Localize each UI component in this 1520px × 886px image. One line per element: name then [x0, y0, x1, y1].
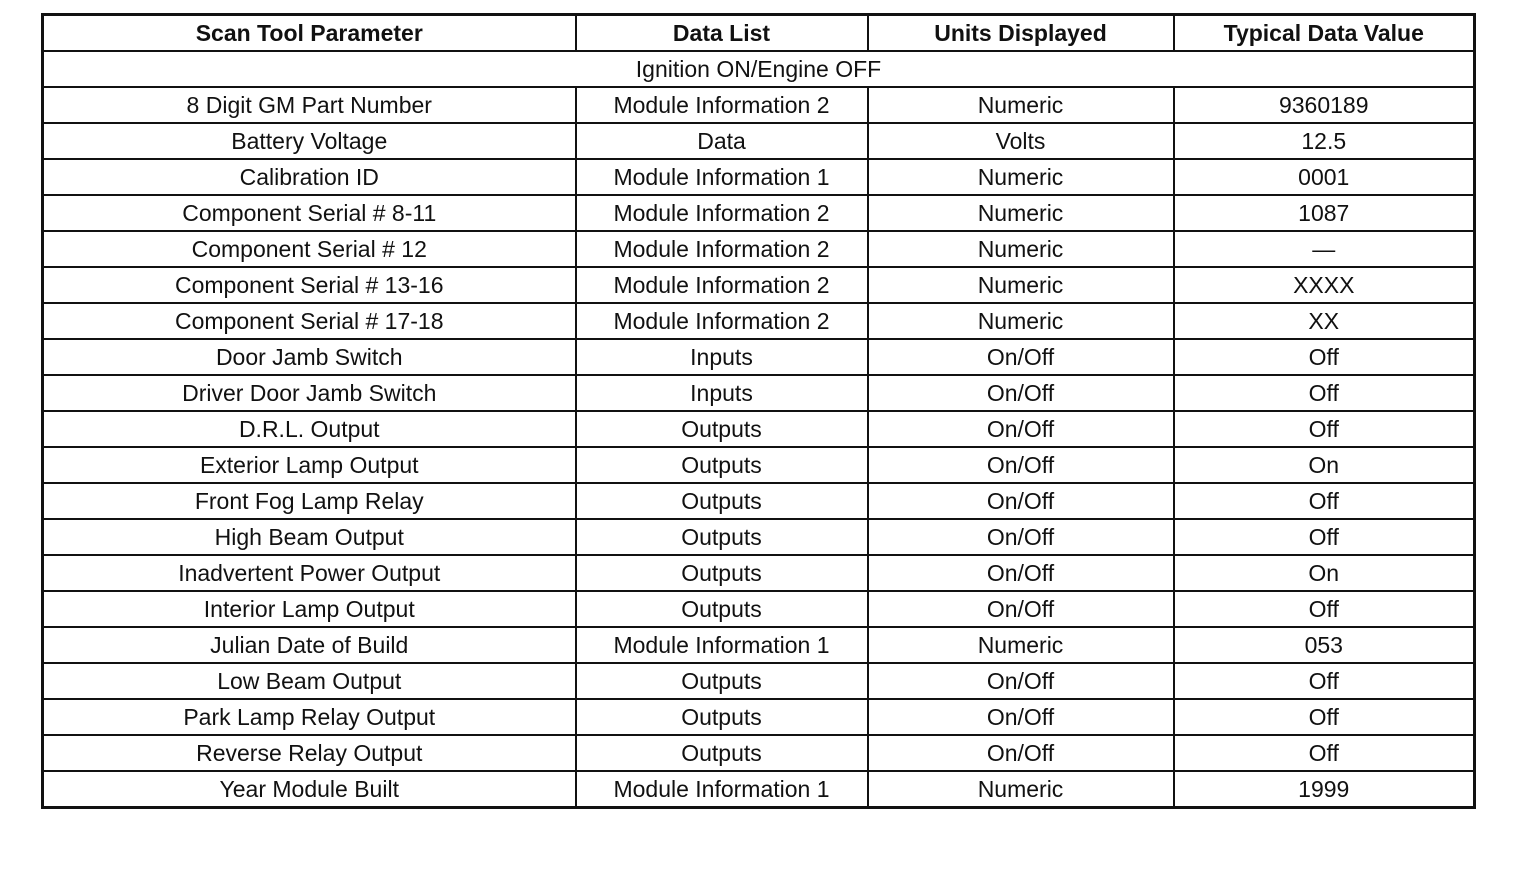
- table-row: [43, 519, 1475, 555]
- data-list-cell: Inputs: [576, 375, 868, 411]
- table-row: [43, 555, 1475, 591]
- units-cell: Volts: [868, 123, 1174, 159]
- table-row: [43, 267, 1475, 303]
- parameter-cell: High Beam Output: [43, 519, 576, 555]
- typical-value-cell: Off: [1174, 339, 1475, 375]
- data-list-cell: Module Information 2: [576, 303, 868, 339]
- typical-value-cell: Off: [1174, 519, 1475, 555]
- table-row: [43, 627, 1475, 663]
- table-row: [43, 303, 1475, 339]
- table-row: [43, 123, 1475, 159]
- parameter-cell: Interior Lamp Output: [43, 591, 576, 627]
- table-row: [43, 159, 1475, 195]
- data-list-cell: Inputs: [576, 339, 868, 375]
- parameter-cell: Component Serial # 13-16: [43, 267, 576, 303]
- typical-value-cell: 053: [1174, 627, 1475, 663]
- data-list-cell: Module Information 2: [576, 267, 868, 303]
- units-cell: Numeric: [868, 159, 1174, 195]
- table-row: [43, 447, 1475, 483]
- section-label: Ignition ON/Engine OFF: [43, 51, 1475, 87]
- header-data-list: Data List: [576, 15, 868, 52]
- parameter-cell: Julian Date of Build: [43, 627, 576, 663]
- data-list-cell: Module Information 1: [576, 627, 868, 663]
- table-row: [43, 195, 1475, 231]
- table-row: [43, 699, 1475, 735]
- parameter-cell: Component Serial # 12: [43, 231, 576, 267]
- parameter-cell: Driver Door Jamb Switch: [43, 375, 576, 411]
- typical-value-cell: Off: [1174, 663, 1475, 699]
- parameter-cell: Reverse Relay Output: [43, 735, 576, 771]
- data-list-cell: Outputs: [576, 591, 868, 627]
- units-cell: Numeric: [868, 303, 1174, 339]
- parameter-cell: 8 Digit GM Part Number: [43, 87, 576, 123]
- table-row: [43, 411, 1475, 447]
- table-row: [43, 339, 1475, 375]
- units-cell: Numeric: [868, 231, 1174, 267]
- units-cell: On/Off: [868, 663, 1174, 699]
- data-list-cell: Data: [576, 123, 868, 159]
- typical-value-cell: Off: [1174, 699, 1475, 735]
- units-cell: On/Off: [868, 483, 1174, 519]
- parameter-cell: Park Lamp Relay Output: [43, 699, 576, 735]
- section-row: [43, 51, 1475, 87]
- parameter-cell: Calibration ID: [43, 159, 576, 195]
- parameter-cell: Component Serial # 8-11: [43, 195, 576, 231]
- typical-value-cell: XX: [1174, 303, 1475, 339]
- typical-value-cell: Off: [1174, 591, 1475, 627]
- parameter-cell: Front Fog Lamp Relay: [43, 483, 576, 519]
- data-list-cell: Module Information 1: [576, 771, 868, 808]
- data-list-cell: Outputs: [576, 699, 868, 735]
- data-list-cell: Module Information 2: [576, 87, 868, 123]
- data-list-cell: Outputs: [576, 555, 868, 591]
- header-row: [43, 15, 1475, 52]
- units-cell: Numeric: [868, 627, 1174, 663]
- data-list-cell: Outputs: [576, 519, 868, 555]
- typical-value-cell: Off: [1174, 483, 1475, 519]
- table-row: [43, 591, 1475, 627]
- typical-value-cell: Off: [1174, 735, 1475, 771]
- typical-value-cell: 1999: [1174, 771, 1475, 808]
- units-cell: On/Off: [868, 411, 1174, 447]
- typical-value-cell: 12.5: [1174, 123, 1475, 159]
- parameter-cell: Battery Voltage: [43, 123, 576, 159]
- parameter-cell: Inadvertent Power Output: [43, 555, 576, 591]
- parameter-cell: Year Module Built: [43, 771, 576, 808]
- header-scan-tool-parameter: Scan Tool Parameter: [43, 15, 576, 52]
- table-row: [43, 735, 1475, 771]
- units-cell: On/Off: [868, 735, 1174, 771]
- typical-value-cell: XXXX: [1174, 267, 1475, 303]
- units-cell: Numeric: [868, 267, 1174, 303]
- units-cell: On/Off: [868, 699, 1174, 735]
- units-cell: On/Off: [868, 591, 1174, 627]
- header-units-displayed: Units Displayed: [868, 15, 1174, 52]
- parameter-cell: D.R.L. Output: [43, 411, 576, 447]
- header-typical-data-value: Typical Data Value: [1174, 15, 1475, 52]
- table-row: [43, 375, 1475, 411]
- parameter-cell: Component Serial # 17-18: [43, 303, 576, 339]
- parameter-cell: Door Jamb Switch: [43, 339, 576, 375]
- typical-value-cell: 0001: [1174, 159, 1475, 195]
- data-list-cell: Outputs: [576, 663, 868, 699]
- table-row: [43, 87, 1475, 123]
- scan-tool-data-table: [41, 13, 1476, 809]
- units-cell: On/Off: [868, 375, 1174, 411]
- units-cell: Numeric: [868, 771, 1174, 808]
- units-cell: On/Off: [868, 447, 1174, 483]
- units-cell: On/Off: [868, 339, 1174, 375]
- table-row: [43, 483, 1475, 519]
- data-list-cell: Outputs: [576, 483, 868, 519]
- data-list-cell: Outputs: [576, 411, 868, 447]
- units-cell: On/Off: [868, 555, 1174, 591]
- typical-value-cell: 9360189: [1174, 87, 1475, 123]
- table-row: [43, 231, 1475, 267]
- table-body: [43, 51, 1475, 808]
- typical-value-cell: Off: [1174, 411, 1475, 447]
- table-row: [43, 771, 1475, 808]
- typical-value-cell: On: [1174, 555, 1475, 591]
- units-cell: Numeric: [868, 195, 1174, 231]
- typical-value-cell: —: [1174, 231, 1475, 267]
- parameter-cell: Exterior Lamp Output: [43, 447, 576, 483]
- units-cell: Numeric: [868, 87, 1174, 123]
- data-list-cell: Module Information 2: [576, 195, 868, 231]
- parameter-cell: Low Beam Output: [43, 663, 576, 699]
- typical-value-cell: 1087: [1174, 195, 1475, 231]
- units-cell: On/Off: [868, 519, 1174, 555]
- table-row: [43, 663, 1475, 699]
- data-list-cell: Outputs: [576, 447, 868, 483]
- typical-value-cell: On: [1174, 447, 1475, 483]
- typical-value-cell: Off: [1174, 375, 1475, 411]
- data-list-cell: Outputs: [576, 735, 868, 771]
- data-list-cell: Module Information 1: [576, 159, 868, 195]
- data-list-cell: Module Information 2: [576, 231, 868, 267]
